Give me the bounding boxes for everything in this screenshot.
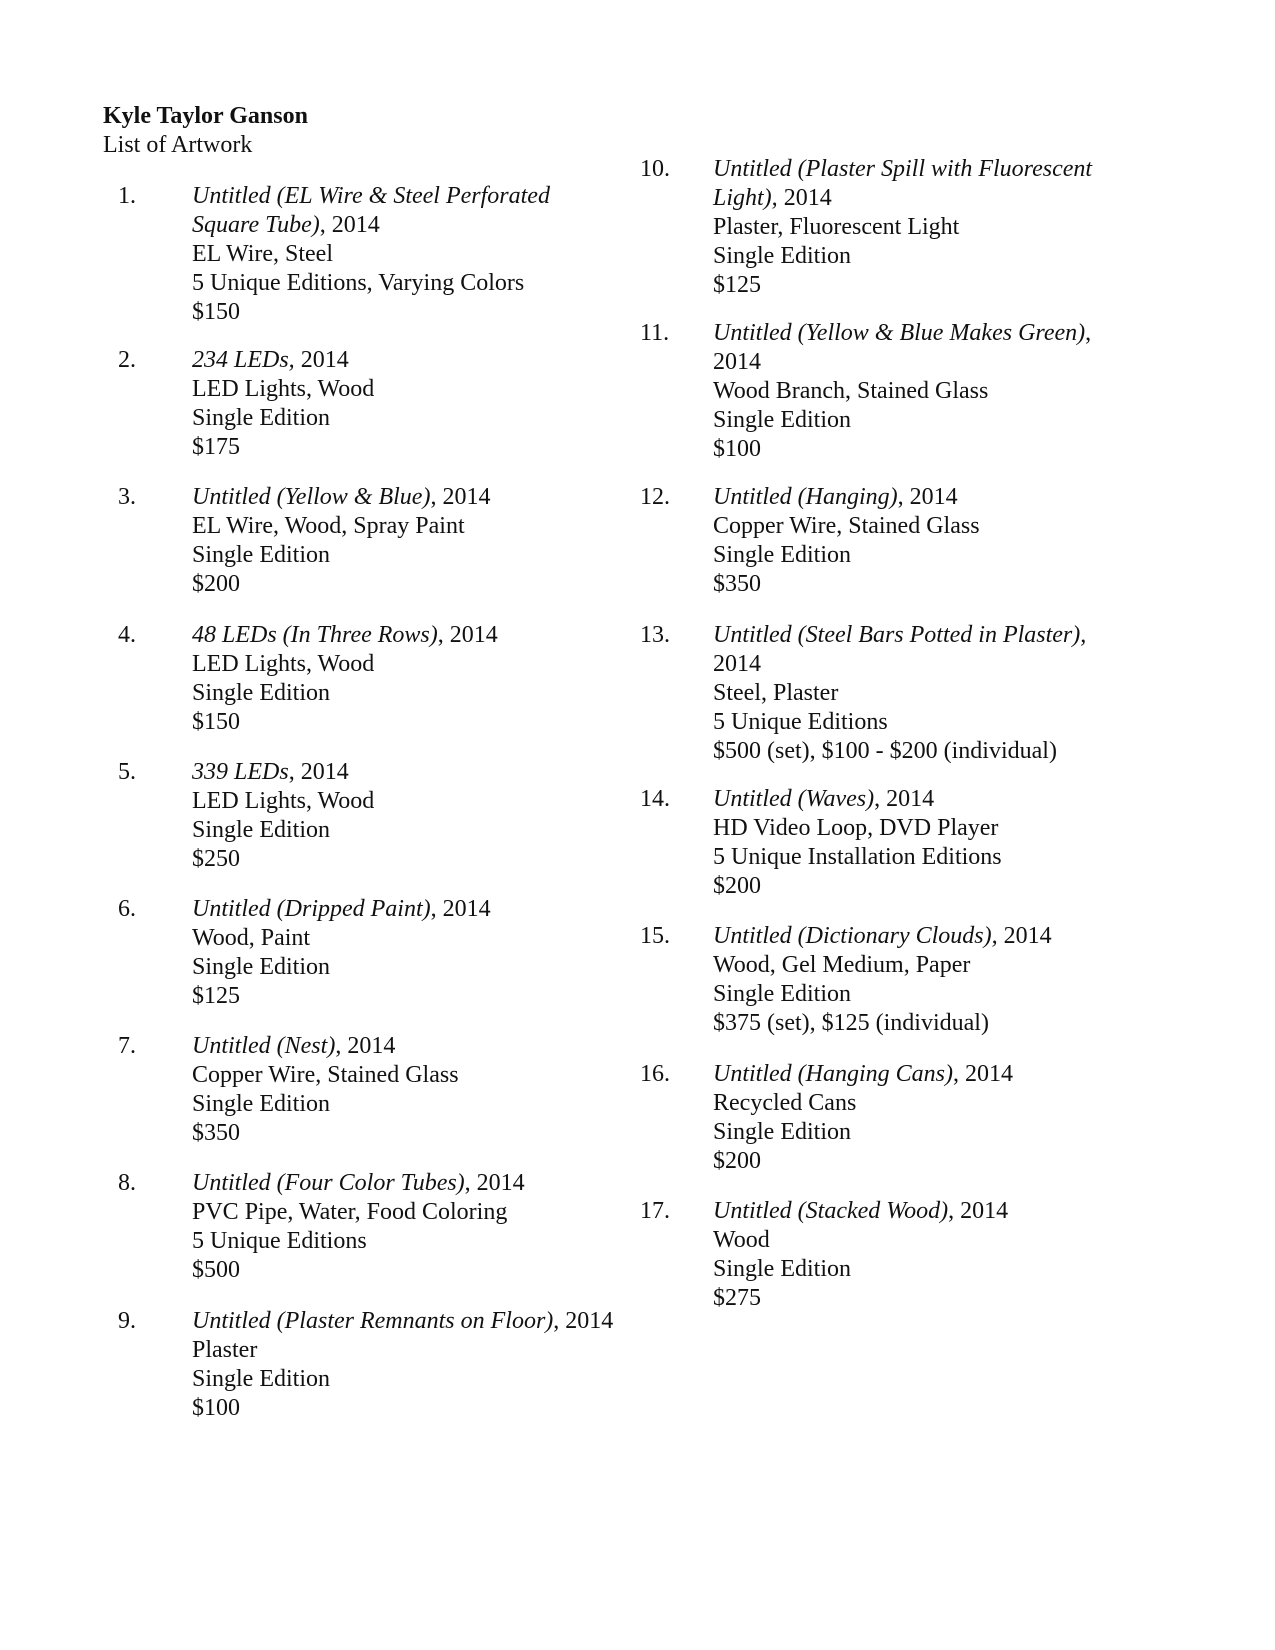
entry-details xyxy=(192,621,498,737)
artwork-price: $500 (set), $100 - $200 (individual) xyxy=(713,738,1057,764)
artwork-title-line xyxy=(192,483,490,512)
artwork-title: Untitled (Stacked Wood) xyxy=(713,1198,949,1224)
artwork-medium: Plaster xyxy=(192,1337,258,1363)
artwork-title: 339 LEDs xyxy=(192,759,289,785)
artwork-year: , 2014 xyxy=(553,1308,614,1334)
entry-details xyxy=(192,1307,613,1423)
entry-details xyxy=(713,922,1052,1038)
artwork-edition: Single Edition xyxy=(192,542,330,568)
artwork-edition: Single Edition xyxy=(713,1256,851,1282)
artwork-title-line xyxy=(713,319,1091,348)
artwork-price: $500 xyxy=(192,1257,240,1283)
artwork-medium: Steel, Plaster xyxy=(713,680,839,706)
artwork-medium: LED Lights, Wood xyxy=(192,788,375,814)
artwork-year: , 2014 xyxy=(430,896,491,922)
artwork-price: $150 xyxy=(192,709,240,735)
artwork-medium: PVC Pipe, Water, Food Coloring xyxy=(192,1199,508,1225)
entry-details xyxy=(713,785,1002,901)
artwork-price: $275 xyxy=(713,1285,761,1311)
artwork-medium: Plaster, Fluorescent Light xyxy=(713,214,960,240)
artwork-title-line xyxy=(192,182,550,211)
artwork-title-line xyxy=(192,1169,525,1198)
artwork-title-line xyxy=(713,184,1092,213)
artwork-medium: EL Wire, Steel xyxy=(192,241,333,267)
artwork-edition: 5 Unique Installation Editions xyxy=(713,844,1002,870)
artwork-medium: LED Lights, Wood xyxy=(192,651,375,677)
artwork-title-line xyxy=(192,346,374,375)
document-header xyxy=(103,102,308,160)
artwork-title-line xyxy=(713,483,980,512)
entry-number: 1. xyxy=(118,183,136,209)
artwork-price: $200 xyxy=(713,873,761,899)
artwork-medium: Copper Wire, Stained Glass xyxy=(192,1062,459,1088)
entry-details xyxy=(713,1197,1008,1313)
entry-number: 16. xyxy=(640,1061,670,1087)
artwork-title-line xyxy=(713,922,1052,951)
artwork-medium: Copper Wire, Stained Glass xyxy=(713,513,980,539)
entry-number: 11. xyxy=(640,320,670,346)
artwork-price: $250 xyxy=(192,846,240,872)
artwork-year: 2014 xyxy=(997,923,1052,949)
artwork-title: Untitled (Steel Bars Potted in Plaster), xyxy=(713,622,1087,648)
entry-details xyxy=(713,155,1092,300)
artwork-year: 2014 xyxy=(713,651,761,677)
artwork-title-line xyxy=(713,1060,1013,1089)
artwork-year: , 2014 xyxy=(464,1170,525,1196)
artwork-price: $350 xyxy=(192,1120,240,1146)
artwork-title: Untitled (Hanging) xyxy=(713,484,898,510)
artwork-edition: Single Edition xyxy=(713,243,851,269)
artwork-year: , 2014 xyxy=(897,484,958,510)
artwork-year: , 2014 xyxy=(319,212,380,238)
artwork-title-line xyxy=(192,621,498,650)
entry-number: 7. xyxy=(118,1033,136,1059)
artwork-year: 2014 xyxy=(713,349,761,375)
artwork-title-line xyxy=(192,758,374,787)
artwork-medium: LED Lights, Wood xyxy=(192,376,375,402)
artwork-year: , 2014 xyxy=(335,1033,396,1059)
artwork-medium: Wood, Gel Medium, Paper xyxy=(713,952,971,978)
entry-number: 12. xyxy=(640,484,670,510)
entry-details xyxy=(713,483,980,599)
artwork-edition: Single Edition xyxy=(713,981,851,1007)
artwork-title-line xyxy=(713,155,1092,184)
artwork-price: $150 xyxy=(192,299,240,325)
entry-number: 4. xyxy=(118,622,136,648)
entry-number: 15. xyxy=(640,923,670,949)
artwork-title-line xyxy=(713,650,1086,679)
artist-name: Kyle Taylor Ganson xyxy=(103,103,308,129)
artwork-medium: Wood, Paint xyxy=(192,925,311,951)
artwork-title: Untitled (Plaster Spill with Fluorescent xyxy=(713,156,1093,182)
artwork-medium: Wood Branch, Stained Glass xyxy=(713,378,989,404)
artwork-price: $200 xyxy=(192,571,240,597)
artwork-title-line xyxy=(192,895,491,924)
artwork-price: $175 xyxy=(192,434,240,460)
artwork-title: Untitled (Nest) xyxy=(192,1033,336,1059)
artwork-edition: Single Edition xyxy=(192,680,330,706)
artwork-edition: Single Edition xyxy=(192,405,330,431)
artwork-title: Untitled (Dripped Paint) xyxy=(192,896,431,922)
artwork-edition: Single Edition xyxy=(713,407,851,433)
artwork-year: 2014 xyxy=(294,347,349,373)
artwork-title-line xyxy=(192,1307,613,1336)
entry-details xyxy=(713,1060,1013,1176)
artwork-title: 48 LEDs (In Three Rows) xyxy=(192,622,438,648)
artwork-edition: Single Edition xyxy=(192,1366,330,1392)
entry-details xyxy=(713,621,1086,766)
artwork-edition: 5 Unique Editions xyxy=(192,1228,367,1254)
entry-details xyxy=(713,319,1091,464)
artwork-edition: Single Edition xyxy=(713,1119,851,1145)
entry-number: 9. xyxy=(118,1308,136,1334)
document-title: List of Artwork xyxy=(103,132,253,158)
entry-number: 6. xyxy=(118,896,136,922)
entry-details xyxy=(192,758,374,874)
artwork-year: 2014 xyxy=(777,185,832,211)
artwork-edition: Single Edition xyxy=(192,817,330,843)
entry-details xyxy=(192,182,550,327)
artwork-title: Untitled (Waves) xyxy=(713,786,875,812)
artwork-price: $350 xyxy=(713,571,761,597)
artwork-title-line xyxy=(192,1032,459,1061)
entry-details xyxy=(192,1032,459,1148)
artwork-edition: 5 Unique Editions xyxy=(713,709,888,735)
entry-number: 3. xyxy=(118,484,136,510)
artwork-edition: Single Edition xyxy=(192,1091,330,1117)
entry-details xyxy=(192,895,491,1011)
artwork-title: Untitled (Yellow & Blue) xyxy=(192,484,431,510)
artwork-year: , 2014 xyxy=(953,1061,1013,1087)
artwork-edition: 5 Unique Editions, Varying Colors xyxy=(192,270,525,296)
artwork-title: Untitled (Dictionary Clouds), xyxy=(713,923,998,949)
artwork-edition: Single Edition xyxy=(192,954,330,980)
artwork-title-line xyxy=(713,348,1091,377)
artwork-title-line xyxy=(713,1197,1008,1226)
artwork-price: $200 xyxy=(713,1148,761,1174)
artwork-year: , 2014 xyxy=(874,786,935,812)
artwork-title: Square Tube) xyxy=(192,212,320,238)
entry-details xyxy=(192,346,374,462)
artwork-price: $125 xyxy=(713,272,761,298)
entry-number: 5. xyxy=(118,759,136,785)
artwork-year: , xyxy=(1085,320,1092,346)
artwork-title: Untitled (Plaster Remnants on Floor) xyxy=(192,1308,554,1334)
artwork-price: $100 xyxy=(713,436,761,462)
artwork-title-line xyxy=(192,211,550,240)
artwork-price: $100 xyxy=(192,1395,240,1421)
artwork-title-line xyxy=(713,621,1086,650)
entry-number: 17. xyxy=(640,1198,670,1224)
artwork-year: , 2014 xyxy=(948,1198,1009,1224)
entry-number: 8. xyxy=(118,1170,136,1196)
entry-number: 14. xyxy=(640,786,670,812)
entry-number: 2. xyxy=(118,347,136,373)
artwork-year: , 2014 xyxy=(430,484,491,510)
artwork-edition: Single Edition xyxy=(713,542,851,568)
artwork-title: Untitled (Four Color Tubes) xyxy=(192,1170,465,1196)
artwork-price: $375 (set), $125 (individual) xyxy=(713,1010,989,1036)
entry-number: 10. xyxy=(640,156,670,182)
artwork-price: $125 xyxy=(192,983,240,1009)
entry-number: 13. xyxy=(640,622,670,648)
artwork-medium: Recycled Cans xyxy=(713,1090,857,1116)
artwork-medium: HD Video Loop, DVD Player xyxy=(713,815,999,841)
entry-details xyxy=(192,483,490,599)
artwork-title-line xyxy=(713,785,1002,814)
artwork-title: Untitled (Hanging Cans) xyxy=(713,1061,953,1087)
artwork-title: Untitled (EL Wire & Steel Perforated xyxy=(192,183,550,209)
artwork-title: Light), xyxy=(713,185,778,211)
artwork-medium: EL Wire, Wood, Spray Paint xyxy=(192,513,465,539)
artwork-year: , 2014 xyxy=(437,622,498,648)
entry-details xyxy=(192,1169,525,1285)
artwork-title: Untitled (Yellow & Blue Makes Green) xyxy=(713,320,1086,346)
artwork-title: 234 LEDs, xyxy=(192,347,295,373)
artwork-medium: Wood xyxy=(713,1227,770,1253)
artwork-year: , 2014 xyxy=(288,759,349,785)
